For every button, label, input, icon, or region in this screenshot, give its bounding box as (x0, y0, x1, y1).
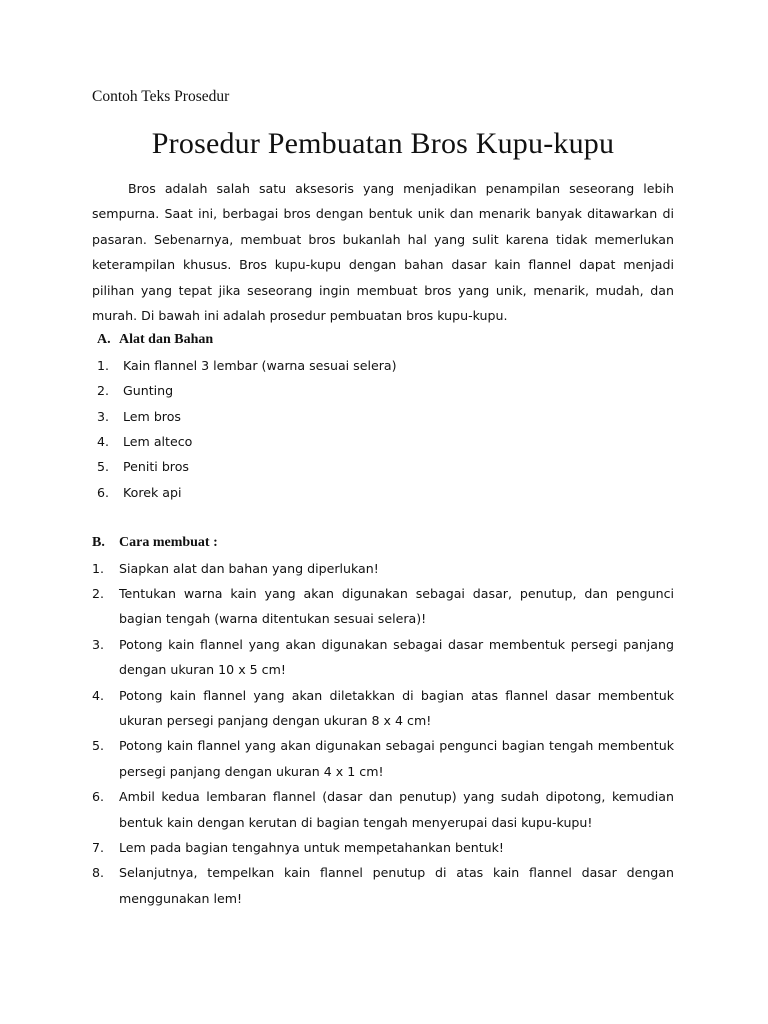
step-text: Lem pada bagian tengahnya untuk mempetahankan bentuk! (119, 840, 504, 856)
materials-list (92, 353, 674, 505)
step-number: 3. (92, 636, 105, 652)
list-item-number: 2. (97, 383, 110, 399)
step-item (92, 835, 674, 860)
document-label: Contoh Teks Prosedur (92, 88, 230, 105)
list-item-number: 3. (97, 408, 110, 424)
step-text: Tentukan warna kain yang akan digunakan sebagai dasar, penutup, dan pengunci bagian tengah (warna ditentukan sesuai selera)! (119, 585, 674, 627)
list-item-number: 1. (97, 357, 110, 373)
section-b-heading (92, 530, 674, 555)
list-item (92, 378, 674, 403)
step-item (92, 733, 674, 784)
step-number: 4. (92, 687, 105, 703)
list-item-number: 5. (97, 459, 110, 475)
list-item-number: 6. (97, 484, 110, 500)
step-number: 5. (92, 738, 105, 754)
step-item (92, 860, 674, 911)
step-text: Potong kain flannel yang akan digunakan sebagai dasar membentuk persegi panjang dengan ukuran 10 x 5 cm! (119, 636, 674, 678)
step-text: Potong kain flannel yang akan digunakan sebagai pengunci bagian tengah membentuk persegi panjang dengan ukuran 4 x 1 cm! (119, 738, 674, 779)
list-item (92, 480, 674, 505)
step-item (92, 581, 674, 632)
steps-list (92, 556, 674, 912)
step-number: 1. (92, 560, 105, 576)
document-title: Prosedur Pembuatan Bros Kupu-kupu (151, 127, 615, 160)
step-number: 8. (92, 865, 105, 881)
document-page (92, 86, 674, 911)
intro-paragraph: Bros adalah salah satu aksesoris yang menjadikan penampilan seseorang lebih sempurna. Saat ini, berbagai bros dengan bentuk unik dan menarik banyak ditawarkan di pasaran. Sebenarnya, membuat bros bukanlah hal yang sulit karena tidak memerlukan keterampilan khusus. Bros kupu-kupu dengan bahan dasar kain flannel dapat menjadi pilihan yang tepat jika seseorang ingin membuat bros yang unik, menarik, mudah, dan murah. Di bawah ini adalah prosedur pembuatan bros kupu-kupu. (92, 181, 674, 324)
step-item (92, 683, 674, 734)
step-item (92, 632, 674, 683)
step-text: Potong kain flannel yang akan diletakkan di bagian atas flannel dasar membentuk ukuran persegi panjang dengan ukuran 8 x 4 cm! (119, 687, 674, 728)
section-a-heading (92, 327, 674, 352)
step-text: Selanjutnya, tempelkan kain flannel penutup di atas kain flannel dasar dengan menggunakan lem! (119, 865, 674, 906)
list-item-number: 4. (97, 434, 110, 449)
list-item (92, 353, 674, 378)
list-item-text: Korek api (123, 484, 182, 500)
list-item-text: Peniti bros (123, 459, 189, 475)
step-item (92, 556, 674, 581)
step-number: 7. (92, 840, 105, 856)
list-item (92, 429, 674, 454)
list-item (92, 404, 674, 429)
section-b-title: Cara membuat : (119, 535, 218, 551)
list-item-text: Kain flannel 3 lembar (warna sesuai selera) (123, 357, 397, 373)
step-item (92, 784, 674, 835)
step-number: 6. (92, 789, 105, 805)
step-text: Siapkan alat dan bahan yang diperlukan! (119, 560, 379, 576)
list-item-text: Lem alteco (123, 434, 193, 449)
list-item-text: Gunting (123, 383, 174, 399)
list-item-text: Lem bros (123, 408, 181, 424)
section-b-letter: B. (92, 535, 105, 551)
step-number: 2. (92, 585, 105, 601)
step-text: Ambil kedua lembaran flannel (dasar dan penutup) yang sudah dipotong, kemudian bentuk kain dengan kerutan di bagian tengah menyerupai dasi kupu-kupu! (119, 789, 674, 830)
section-a-title: Alat dan Bahan (119, 332, 214, 348)
list-item (92, 454, 674, 479)
section-a-letter: A. (97, 332, 111, 348)
